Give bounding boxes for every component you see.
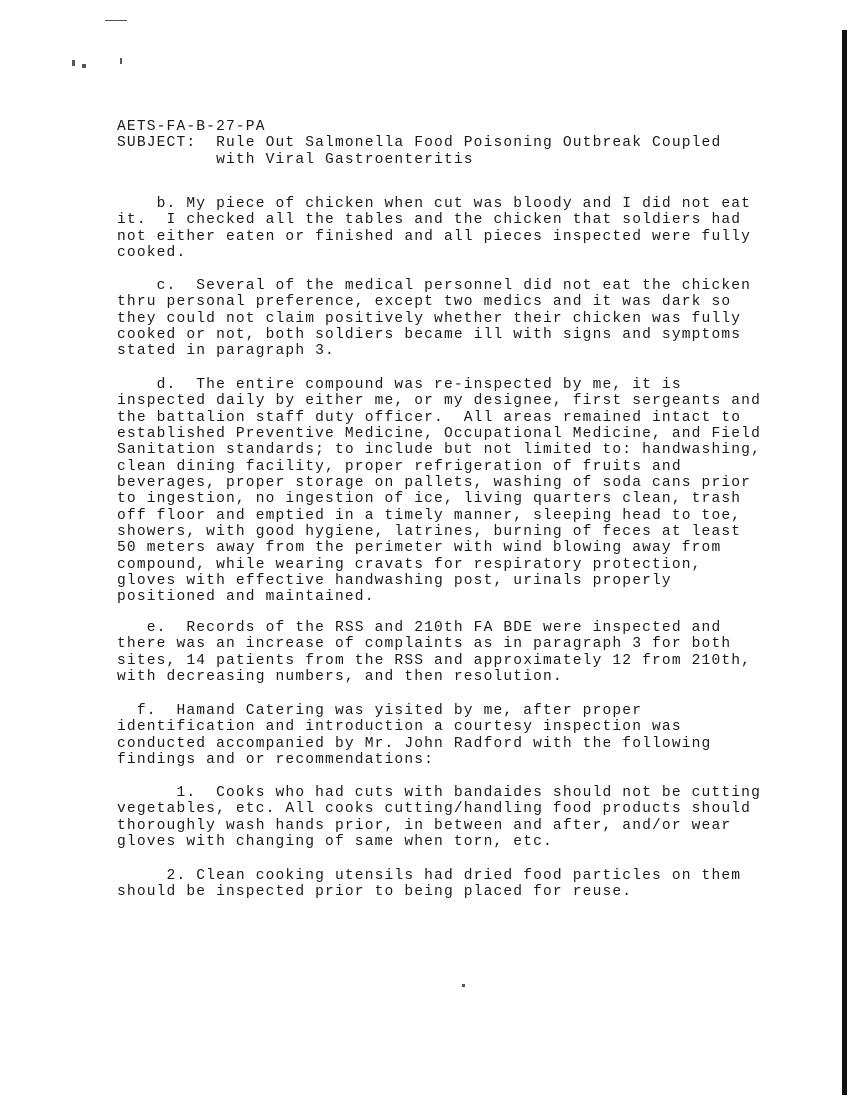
paragraph-line: cooked or not, both soldiers became ill with signs and symptoms <box>117 327 742 344</box>
paragraph-f <box>117 703 711 768</box>
paragraph-line: with decreasing numbers, and then resolution. <box>117 669 563 686</box>
subject-line: with Viral Gastroenteritis <box>117 151 474 168</box>
paragraph-line: inspected daily by either me, or my designee, first sergeants and <box>117 393 761 410</box>
paragraph-line: identification and introduction a courtesy inspection was <box>117 719 682 736</box>
scan-artifact-speck <box>82 64 86 68</box>
paragraph-line: they could not claim positively whether their chicken was fully <box>117 310 742 327</box>
paragraph-line: cooked. <box>117 245 187 262</box>
paragraph-line: established Preventive Medicine, Occupational Medicine, and Field <box>117 426 761 443</box>
paragraph-line: 50 meters away from the perimeter with wind blowing away from <box>117 540 722 557</box>
scan-artifact-line <box>105 20 127 21</box>
paragraph-line: not either eaten or finished and all pieces inspected were fully <box>117 228 752 245</box>
paragraph-line: e. Records of the RSS and 210th FA BDE were inspected and <box>117 620 722 636</box>
paragraph-line: there was an increase of complaints as in paragraph 3 for both <box>117 636 732 653</box>
document-reference: AETS-FA-B-27-PA <box>117 119 266 135</box>
subject-line: SUBJECT: Rule Out Salmonella Food Poisoning Outbreak Coupled <box>117 135 722 152</box>
paragraph-line: sites, 14 patients from the RSS and approximately 12 from 210th, <box>117 652 752 669</box>
scan-artifact-speck <box>72 60 75 66</box>
paragraph-line: thoroughly wash hands prior, in between and after, and/or wear <box>117 817 732 834</box>
paragraph-d <box>117 377 761 606</box>
paragraph-line: off floor and emptied in a timely manner, sleeping head to toe, <box>117 507 742 524</box>
paragraph-line: positioned and maintained. <box>117 589 375 606</box>
paragraph-line: 1. Cooks who had cuts with bandaides should not be cutting <box>117 785 761 801</box>
paragraph-b <box>117 196 751 261</box>
paragraph-line: to ingestion, no ingestion of ice, living quarters clean, trash <box>117 491 742 508</box>
paragraph-f2 <box>117 868 741 901</box>
paragraph-f1 <box>117 785 761 850</box>
paragraph-e <box>117 620 751 685</box>
scan-artifact-speck <box>462 984 465 987</box>
paragraph-line: showers, with good hygiene, latrines, burning of feces at least <box>117 524 742 541</box>
paragraph-line: clean dining facility, proper refrigeration of fruits and <box>117 458 682 475</box>
paragraph-line: compound, while wearing cravats for respiratory protection, <box>117 556 702 573</box>
paragraph-line: d. The entire compound was re-inspected by me, it is <box>117 377 682 393</box>
paragraph-line: vegetables, etc. All cooks cutting/handling food products should <box>117 801 752 818</box>
paragraph-line: stated in paragraph 3. <box>117 343 335 360</box>
paragraph-line: Sanitation standards; to include but not limited to: handwashing, <box>117 442 761 459</box>
paragraph-line: the battalion staff duty officer. All areas remained intact to <box>117 409 742 426</box>
paragraph-line: f. Hamand Catering was yisited by me, after proper <box>117 703 643 719</box>
paragraph-line: 2. Clean cooking utensils had dried food particles on them <box>117 868 742 884</box>
paragraph-line: should be inspected prior to being placed for reuse. <box>117 884 633 901</box>
paragraph-line: gloves with effective handwashing post, urinals properly <box>117 573 672 590</box>
scan-artifact-speck <box>120 58 122 64</box>
paragraph-c <box>117 278 751 360</box>
paragraph-line: b. My piece of chicken when cut was bloody and I did not eat <box>117 196 752 212</box>
paragraph-line: gloves with changing of same when torn, etc. <box>117 834 553 851</box>
paragraph-line: beverages, proper storage on pallets, washing of soda cans prior <box>117 475 752 492</box>
paragraph-line: thru personal preference, except two medics and it was dark so <box>117 294 732 311</box>
paragraph-line: c. Several of the medical personnel did not eat the chicken <box>117 278 752 294</box>
paragraph-line: findings and or recommendations: <box>117 752 435 769</box>
paragraph-line: conducted accompanied by Mr. John Radford with the following <box>117 735 712 752</box>
paragraph-line: it. I checked all the tables and the chicken that soldiers had <box>117 212 742 229</box>
scan-page-edge <box>842 30 847 1095</box>
document-header <box>117 119 721 168</box>
